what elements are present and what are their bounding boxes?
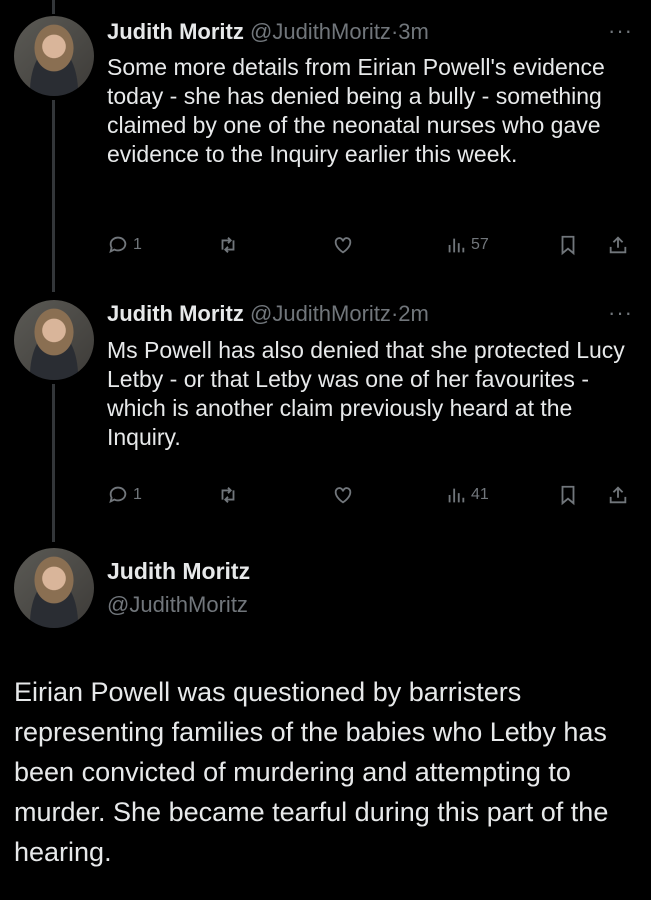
avatar[interactable] xyxy=(14,300,94,380)
retweet-icon xyxy=(217,484,239,506)
bookmark-icon xyxy=(557,484,579,506)
author-handle[interactable]: @JudithMoritz xyxy=(250,301,391,326)
timestamp[interactable]: 2m xyxy=(398,301,429,326)
avatar[interactable] xyxy=(14,548,94,628)
retweet-icon xyxy=(217,234,239,256)
bookmark-button[interactable] xyxy=(557,230,579,260)
bookmark-button[interactable] xyxy=(557,480,579,510)
author-name[interactable]: Judith Moritz xyxy=(107,301,244,326)
heart-icon xyxy=(332,234,354,256)
tweet-text: Eirian Powell was questioned by barristers representing families of the babies who Letby has been convicted of murdering and attempting to murder. She became tearful during this part of the hearing. xyxy=(14,677,609,867)
tweet-text: Ms Powell has also denied that she protected Lucy Letby - or that Letby was one of her favourites - which is another claim previously heard at the Inquiry. xyxy=(107,337,625,450)
author-handle[interactable]: @JudithMoritz xyxy=(107,592,248,617)
share-button[interactable] xyxy=(607,230,629,260)
author-handle[interactable]: @JudithMoritz xyxy=(250,19,391,44)
separator: · xyxy=(390,301,399,326)
views-count: 41 xyxy=(471,486,489,503)
avatar[interactable] xyxy=(14,16,94,96)
share-icon xyxy=(607,234,629,256)
views-button[interactable] xyxy=(445,480,489,510)
bar-chart-icon xyxy=(445,484,467,506)
author-name[interactable]: Judith Moritz xyxy=(107,19,244,44)
action-bar xyxy=(107,230,637,260)
tweet-text: Some more details from Eirian Powell's evidence today - she has denied being a bully - something claimed by one of the neonatal nurses who gave evidence to the Inquiry earlier this week. xyxy=(107,54,605,167)
reply-count: 1 xyxy=(133,236,142,253)
author-name[interactable]: Judith Moritz xyxy=(107,558,251,584)
views-button[interactable] xyxy=(445,230,489,260)
like-button[interactable] xyxy=(332,230,354,260)
thread-line-1 xyxy=(52,100,55,292)
bar-chart-icon xyxy=(445,234,467,256)
speech-bubble-icon xyxy=(107,234,129,256)
more-options-icon[interactable]: ··· xyxy=(608,18,633,43)
retweet-button[interactable] xyxy=(217,480,239,510)
reply-button[interactable] xyxy=(107,230,142,260)
action-bar xyxy=(107,480,637,510)
thread-line-top xyxy=(52,0,55,14)
more-options-icon[interactable]: ··· xyxy=(608,300,633,325)
bookmark-icon xyxy=(557,234,579,256)
tweet-header xyxy=(107,18,429,46)
speech-bubble-icon xyxy=(107,484,129,506)
reply-button[interactable] xyxy=(107,480,142,510)
retweet-button[interactable] xyxy=(217,230,239,260)
share-icon xyxy=(607,484,629,506)
timestamp[interactable]: 3m xyxy=(398,19,429,44)
tweet-header xyxy=(107,300,429,328)
separator: · xyxy=(390,19,399,44)
heart-icon xyxy=(332,484,354,506)
reply-count: 1 xyxy=(133,486,142,503)
views-count: 57 xyxy=(471,236,489,253)
share-button[interactable] xyxy=(607,480,629,510)
thread-line-2 xyxy=(52,384,55,542)
like-button[interactable] xyxy=(332,480,354,510)
